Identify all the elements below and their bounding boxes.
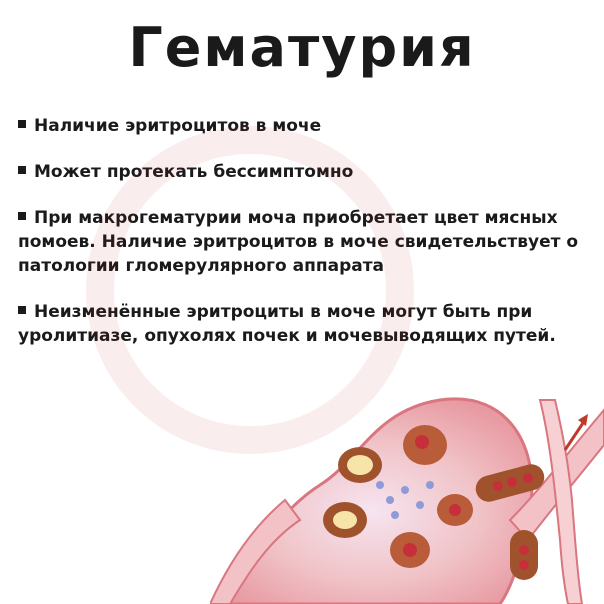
square-bullet-icon [18,120,26,128]
square-bullet-icon [18,166,26,174]
bullet-text: При макрогематурии моча приобретает цвет мясных помоев. Наличие эритроцитов в моче свидетельствует о патологии гломерулярного аппарата [18,208,579,276]
page-title: Гематурия [128,16,476,79]
bullet-text: Может протекать бессимптомно [34,162,354,182]
square-bullet-icon [18,306,26,314]
bullet-text: Наличие эритроцитов в моче [34,116,322,136]
square-bullet-icon [18,212,26,220]
bullet-text: Неизменённые эритроциты в моче могут быть при уролитиазе, опухолях почек и мочевыводящих путей. [18,302,556,346]
kidney-tubule-illustration [210,390,604,604]
